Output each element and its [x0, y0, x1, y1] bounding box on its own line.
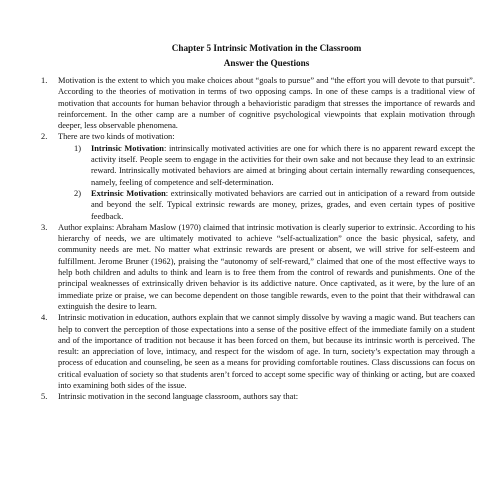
answer-list: [41, 75, 476, 403]
list-item: [29, 131, 475, 221]
sub-item-number: 1): [74, 143, 81, 153]
item-number: 3.: [41, 222, 48, 232]
sub-item-text: : intrinsically motivated activities are one for which there is no apparent reward except the activity itself. People seem to engage in the activities for their own sake and not because they lead to an extrinsic reward. Intrinsically motivated behaviors are aimed at bringing about certain internally rewarding consequences, namely, feeling of competence and self-determination.: [91, 143, 476, 187]
list-item: [29, 391, 475, 402]
sub-item-text: : extrinsically motivated behaviors are carried out in anticipation of a reward from outside and beyond the self. Typical extrinsic rewards are money, prizes, grades, and even certain types of positive feedback.: [91, 188, 475, 221]
list-item: [29, 222, 475, 312]
item-text: There are two kinds of motivation:: [58, 132, 175, 142]
sub-item-number: 2): [74, 188, 81, 198]
item-text: Motivation is the extent to which you make choices about “goals to pursue” and “the effort you will devote to that pursuit”. According to the theories of motivation in terms of two opposing camps. In one of these camps is a traditional view of motivation that accounts for human behavior through a behavioristic paradigm that stresses the importance of rewards and reinforcement. In the other camp are a number of cognitive psychological viewpoints that explain motivation through deeper, less observable phenomena.: [58, 76, 475, 131]
item-number: 2.: [41, 132, 48, 142]
item-text: Intrinsic motivation in education, authors explain that we cannot simply dissolve by waving a magic wand. But teachers can help to convert the perception of those expectations into a sense of the positive effect of the immediate family on a student and of the importance of tradition not because it has been forced on them, but because its intrinsic worth is perceived. The result: an appreciation of love, intimacy, and respect for the wisdom of age. In turn, society’s expectation may through a process of education and counseling, be seen as a means for providing comfortable routines. Class discussions can focus on critical evaluation of society so that students aren’t forced to accept some specific way of thinking or acting, but are coaxed into examining both sides of the issue.: [58, 313, 475, 391]
motivation-types-list: [58, 143, 475, 222]
list-item: [29, 75, 475, 131]
term-extrinsic-motivation: Extrinsic Motivation: [91, 188, 166, 198]
list-item: [29, 312, 475, 391]
section-subtitle: Answer the Questions: [223, 58, 310, 68]
item-number: 5.: [41, 392, 48, 402]
item-number: 4.: [41, 313, 48, 323]
sub-list-item: [29, 188, 475, 222]
item-text: Author explains: Abraham Maslow (1970) claimed that intrinsic motivation is clearly superior to extrinsic. According to his hierarchy of needs, we are ultimately motivated to achieve “self-actualization” once the basic physical, safety, and community needs are met. No matter what extrinsic rewards are present or absent, we will strive for self-esteem and fulfillment. Jerome Bruner (1962), praising the “autonomy of self-reward,” claimed that one of the most effective ways to help both children and adults to think and learn is to free them from the control of rewards and punishments. One of the principal weaknesses of extrinsically driven behavior is its addictive nature. Once captivated, as it were, by the lure of an immediate prize or praise, we can become dependent on those tangible rewards, even to the point that their withdrawal can extinguish the desire to learn.: [58, 222, 475, 311]
chapter-title: Chapter 5 Intrinsic Motivation in the Classroom: [171, 43, 362, 53]
item-text: Intrinsic motivation in the second language classroom, authors say that:: [58, 392, 299, 402]
sub-list-item: [29, 143, 475, 188]
item-number: 1.: [41, 76, 48, 85]
term-intrinsic-motivation: Intrinsic Motivation: [91, 143, 164, 153]
